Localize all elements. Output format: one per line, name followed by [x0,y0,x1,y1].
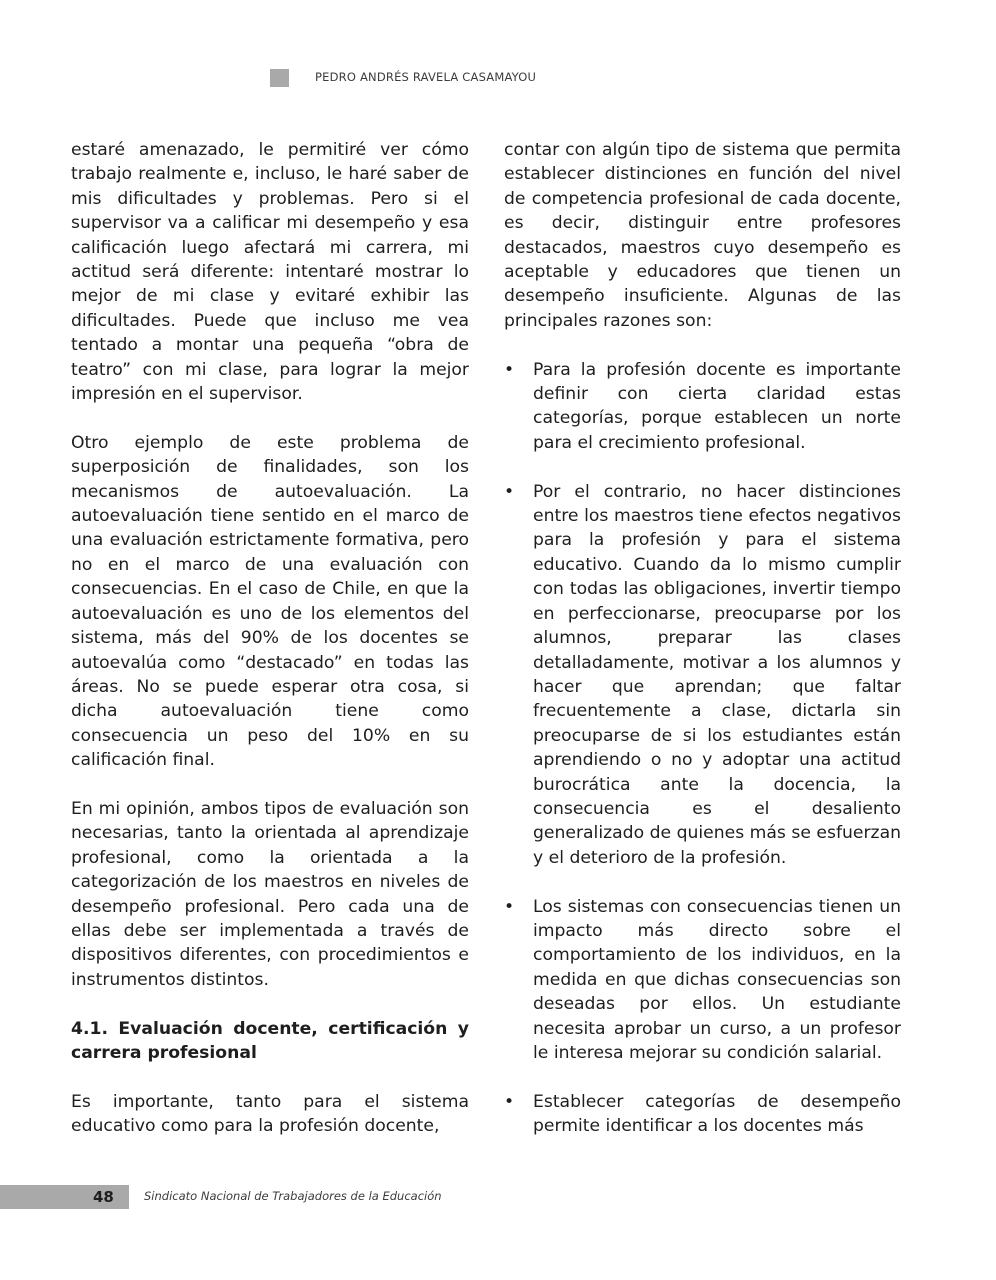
paragraph: Otro ejemplo de este problema de superposición de finalidades, son los mecanismos de autoevaluación. La autoevaluación tiene sentido en el marco de una evaluación estrictamente formativa, pero no en el marco de una evaluación con consecuencias. En el caso de Chile, en que la autoevaluación es uno de los elementos del sistema, más del 90% de los docentes se autoevalúa como “destacado” en todas las áreas. No se puede esperar otra cosa, si dicha autoevaluación tiene como consecuencia un peso del 10% en su calificación final. [71,432,469,771]
header-square-mark [270,69,289,87]
intro-paragraph: contar con algún tipo de sistema que permita establecer distinciones en función del nivel de competencia profesional de cada docente, es decir, distinguir entre profesores destacados, maestros cuyo desempeño es aceptable y educadores que tienen un desempeño insuficiente. Algunas de las principales razones son: [504,140,901,331]
bullet-icon: • [504,896,515,917]
list-item [504,1090,901,1139]
running-header-author: PEDRO ANDRÉS RAVELA CASAMAYOU [315,70,537,84]
list-item-text: Los sistemas con consecuencias tienen un impacto más directo sobre el comportamiento de los individuos, en la medida en que dichas consecuencias son deseadas por ellos. Un estudiante necesita aprobar un curso, a un profesor le interesa mejorar su condición salarial. [533,896,901,1063]
paragraph: En mi opinión, ambos tipos de evaluación son necesarias, tanto la orientada al aprendizaje profesional, como la orientada a la categorización de los maestros en niveles de desempeño profesional. Pero cada una de ellas debe ser implementada a través de dispositivos diferentes, con procedimientos e instrumentos distintos. [71,798,469,990]
section-heading: 4.1. Evaluación docente, certificación y carrera profesional [71,1018,469,1063]
list-item [504,480,901,871]
reasons-list [504,358,901,1139]
left-column [71,138,469,1163]
bullet-icon: • [504,481,515,502]
bullet-icon: • [504,1091,515,1112]
paragraph: estaré amenazado, le permitiré ver cómo trabajo realmente e, incluso, le haré saber de mis dificultades y problemas. Pero si el supervisor va a calificar mi desempeño y esa calificación luego afectará mi carrera, mi actitud será diferente: intentaré mostrar lo mejor de mi clase y evitaré exhibir las dificultades. Puede que incluso me vea tentado a montar una pequeña “obra de teatro” con mi clase, para lograr la mejor impresión en el supervisor. [71,140,469,405]
list-item-text: Por el contrario, no hacer distinciones entre los maestros tiene efectos negativos para la profesión y para el sistema educativo. Cuando da lo mismo cumplir con todas las obligaciones, invertir tiempo en perfeccionarse, preocuparse por los alumnos, preparar las clases detalladamente, motivar a los alumnos y hacer que aprendan; que faltar frecuentemente a clase, dictarla sin preocuparse de si los estudiantes están aprendiendo o no y adoptar una actitud burocrática ante la docencia, la consecuencia es el desaliento generalizado de quienes más se esfuerzan y el deterioro de la profesión. [533,481,901,868]
footer-organization: Sindicato Nacional de Trabajadores de la Educación [144,1189,442,1203]
list-item [504,895,901,1066]
right-column [504,138,901,1163]
list-item-text: Establecer categorías de desempeño permite identificar a los docentes más [533,1091,901,1137]
list-item-text: Para la profesión docente es importante definir con cierta claridad estas categorías, porque establecen un norte para el crecimiento profesional. [533,359,901,453]
list-item [504,358,901,456]
page-number: 48 [93,1188,114,1206]
paragraph: Es importante, tanto para el sistema educativo como para la profesión docente, [71,1091,469,1137]
bullet-icon: • [504,359,515,380]
